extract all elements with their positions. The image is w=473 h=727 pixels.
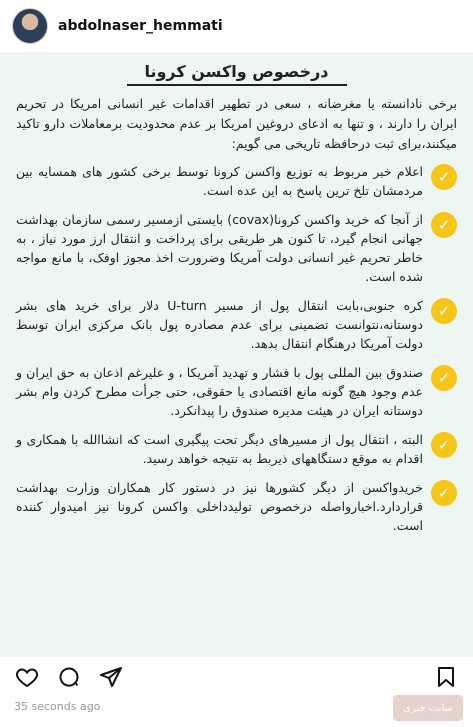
check-icon: ✓ [431,298,457,324]
list-item [16,162,457,200]
comment-button[interactable] [56,664,82,690]
share-button[interactable] [98,664,124,690]
point-list [16,162,457,535]
send-icon [99,665,123,689]
post-header [0,0,473,52]
list-item-text: خریدواکسن از دیگر کشورها نیز در دستور کار همکاران وزارت بهداشت قراردارد.اخبارواصله درخصوص تولیدداخلی واکسن کرونا نیز امیدوار کننده است. [16,480,423,533]
list-item [16,363,457,420]
heart-icon [15,665,39,689]
watermark-logo: سایت خبری [393,695,463,721]
list-item [16,478,457,535]
username[interactable]: abdolnaser_hemmati [58,18,223,34]
list-item [16,430,457,468]
check-icon: ✓ [431,432,457,458]
avatar[interactable] [12,8,48,44]
list-item-text: از آنجا که خرید واکسن کرونا(covax) بایستی ازمسیر رسمی سازمان بهداشت جهانی انجام گیرد، تا کنون هر طریقی برای پرداخت و انتقال ارز مورد نیاز ، به خاطر تحریم غیر انسانی دولت آمریکا وضرورت اخذ مجوز اوفک، با مانع مواجه شده است. [16,212,423,284]
save-button[interactable] [433,664,459,690]
post-title: درخصوص واکسن کرونا [127,62,347,86]
list-item-text: اعلام خبر مربوط به توزیع واکسن کرونا توسط برخی کشور های همسایه بین مردمشان تلخ ترین پاسخ به این عده است. [16,164,423,198]
like-button[interactable] [14,664,40,690]
list-item-text: البته ، انتقال پول از مسیرهای دیگر تحت پیگیری است که انشاالله با همکاری و اقدام به موقع دستگاههای ذیربط به نتیجه خواهد رسید. [16,432,423,466]
action-bar [0,657,473,697]
list-item [16,296,457,353]
post-intro: برخی نادانسته یا مغرضانه ، سعی در تطهیر اقدامات غیر انسانی امریکا در تحریم ایران را دارند ، و تنها به ادعای دروغین امریکا بر عدم محدودیت برمعاملات دارو تاکید میکنند،برای ثبت درحافظه تاریخی می گویم: [16,96,457,151]
check-icon: ✓ [431,164,457,190]
list-item-text: کره جنوبی،بابت انتقال پول از مسیر U-turn دلار برای خرید های بشر دوستانه،نتوانست تضمینی برای عدم مصادره پول بانک مرکزی ایران توسط دولت آمریکا درهنگام انتقال بدهد. [16,298,423,351]
check-icon: ✓ [431,480,457,506]
check-icon: ✓ [431,212,457,238]
check-icon: ✓ [431,365,457,391]
bookmark-icon [434,665,458,689]
list-item-text: صندوق بین المللی پول با فشار و تهدید آمریکا ، و علیرغم اذعان به حق ایران و عدم وجود هیچ گونه مانع اقتصادی یا حقوقی، حتی جرأت مطرح کردن وام بشر دوستانه ایران در هیئت مدیره صندوق را پیدانکرد. [16,365,423,418]
timestamp: 35 seconds ago [14,700,101,713]
list-item [16,210,457,286]
post-image [0,52,473,657]
comment-icon [57,665,81,689]
